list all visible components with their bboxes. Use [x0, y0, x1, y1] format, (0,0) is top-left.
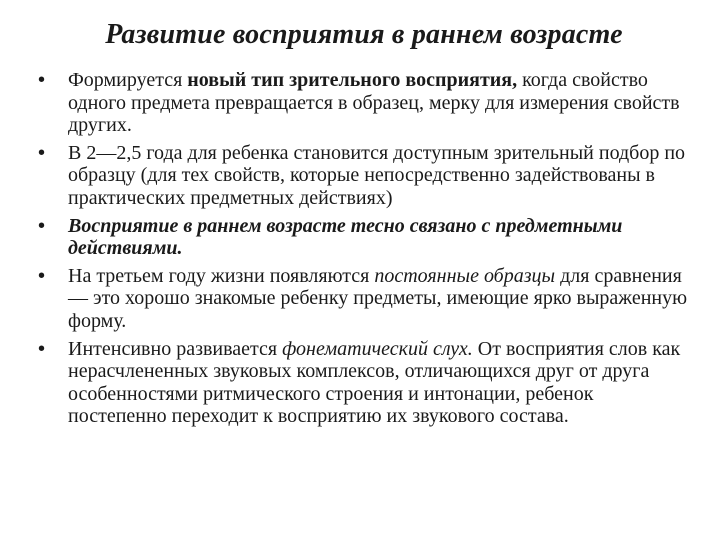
- item-bold-italic-text: Восприятие в раннем возрасте тесно связано с предметными действиями.: [68, 214, 623, 260]
- list-item: [38, 69, 693, 137]
- bullet-icon: •: [38, 214, 46, 237]
- bullet-icon: •: [38, 264, 46, 287]
- item-text: От восприятия слов как нерасчлененных звуковых комплексов, отличающихся друг от друга особенностями ритмического строения и интонации, ребенок постепенно переходит к восприятию их звукового состава.: [68, 337, 681, 428]
- bullet-icon: •: [38, 337, 46, 360]
- bullet-icon: •: [38, 141, 46, 164]
- item-text: Формируется: [68, 69, 188, 91]
- item-text: когда свойство одного предмета превращается в образец, мерку для измерения свойств других.: [68, 69, 680, 137]
- item-text: для сравнения — это хорошо знакомые ребенку предметы, имеющие ярко выраженную форму.: [68, 264, 688, 332]
- list-item: [38, 265, 693, 333]
- item-text: Интенсивно развивается: [68, 337, 283, 360]
- bullet-icon: •: [38, 69, 46, 91]
- bullet-list: [38, 69, 693, 433]
- list-item: [38, 338, 693, 428]
- list-item: [38, 215, 693, 260]
- item-italic-text: постоянные образцы: [374, 264, 556, 287]
- item-italic-text: фонематический слух.: [282, 337, 473, 360]
- item-text: На третьем году жизни появляются: [68, 264, 375, 287]
- list-item: [38, 142, 693, 210]
- slide-title: Развитие восприятия в раннем возрасте: [105, 19, 623, 50]
- item-bold-text: новый тип зрительного восприятия,: [187, 69, 518, 91]
- item-text: В 2—2,5 года для ребенка становится доступным зрительный подбор по образцу (для тех свойств, которые непосредственно задействованы в практических предметных действиях): [68, 141, 686, 209]
